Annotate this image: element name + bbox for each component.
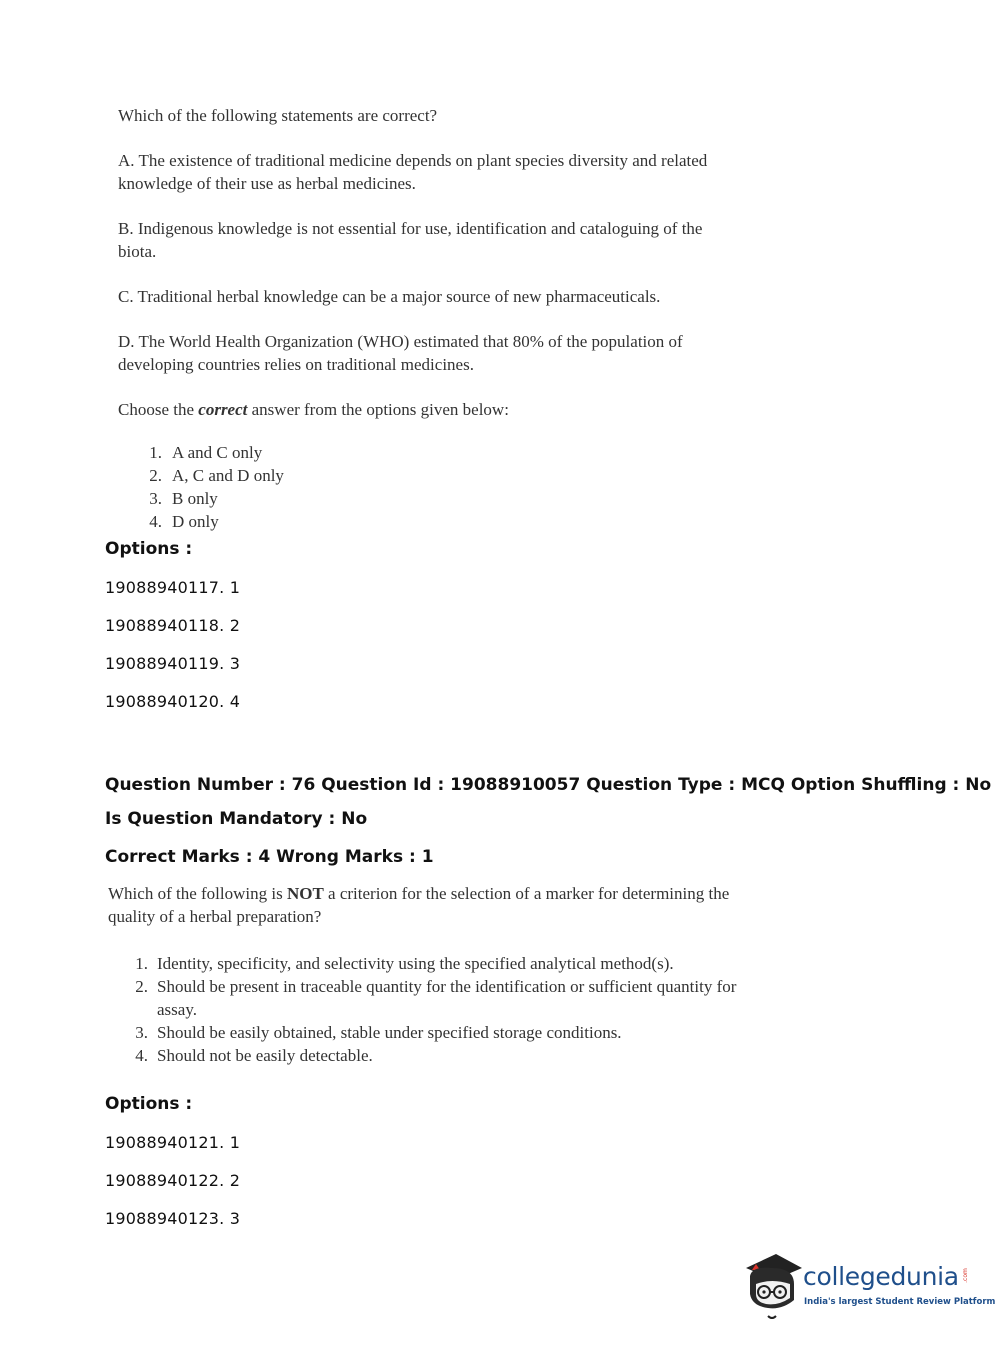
option-line: 19088940118. 2 [105, 616, 241, 635]
question-1-instruction: Choose the correct answer from the options given below: [118, 400, 509, 419]
question-2-choices [108, 952, 748, 1067]
choice-item: 3. B only [149, 489, 218, 508]
logo-tagline: India's largest Student Review Platform [804, 1297, 996, 1307]
question-2-stem: Which of the following is NOT a criterion for the selection of a marker for determining the quality of a herbal preparation? [108, 884, 730, 926]
question-1-stem: Which of the following statements are correct? [118, 106, 438, 125]
logo-suffix: .com [961, 1268, 969, 1283]
statement-d: D. The World Health Organization (WHO) estimated that 80% of the population of developing countries relies on traditional medicines. [118, 332, 683, 374]
option-line: 19088940117. 1 [105, 578, 241, 597]
choice-item: 1. A and C only [149, 443, 263, 462]
question-2-body [108, 882, 748, 1067]
option-line: 19088940120. 4 [105, 692, 241, 711]
statement-c: C. Traditional herbal knowledge can be a major source of new pharmaceuticals. [118, 287, 661, 306]
option-line: 19088940122. 2 [105, 1171, 241, 1190]
choice-item: 2. Should be present in traceable quantity for the identification or sufficient quantity for assay. [135, 977, 737, 1019]
question-marks: Correct Marks : 4 Wrong Marks : 1 [105, 847, 434, 867]
choice-item: 3. Should be easily obtained, stable under specified storage conditions. [135, 1023, 622, 1042]
question-header: Question Number : 76 Question Id : 19088910057 Question Type : MCQ Option Shuffling : No [105, 775, 992, 795]
choice-item: 1. Identity, specificity, and selectivity using the specified analytical method(s). [135, 954, 674, 973]
question-mandatory: Is Question Mandatory : No [105, 809, 368, 829]
question-1-body [118, 104, 738, 533]
statement-a: A. The existence of traditional medicine depends on plant species diversity and related knowledge of their use as herbal medicines. [118, 151, 708, 193]
choice-item: 4. Should not be easily detectable. [135, 1046, 373, 1065]
options-label: Options : [105, 539, 193, 559]
collegedunia-mascot-icon [742, 1250, 804, 1322]
option-line: 19088940123. 3 [105, 1209, 241, 1228]
logo-brand: collegedunia [803, 1262, 959, 1291]
question-1-choices [140, 441, 738, 533]
statement-b: B. Indigenous knowledge is not essential for use, identification and cataloguing of the biota. [118, 219, 703, 261]
choice-item: 2. A, C and D only [149, 466, 284, 485]
option-line: 19088940119. 3 [105, 654, 241, 673]
option-line: 19088940121. 1 [105, 1133, 241, 1152]
choice-item: 4. D only [149, 512, 219, 531]
options-label: Options : [105, 1094, 193, 1114]
